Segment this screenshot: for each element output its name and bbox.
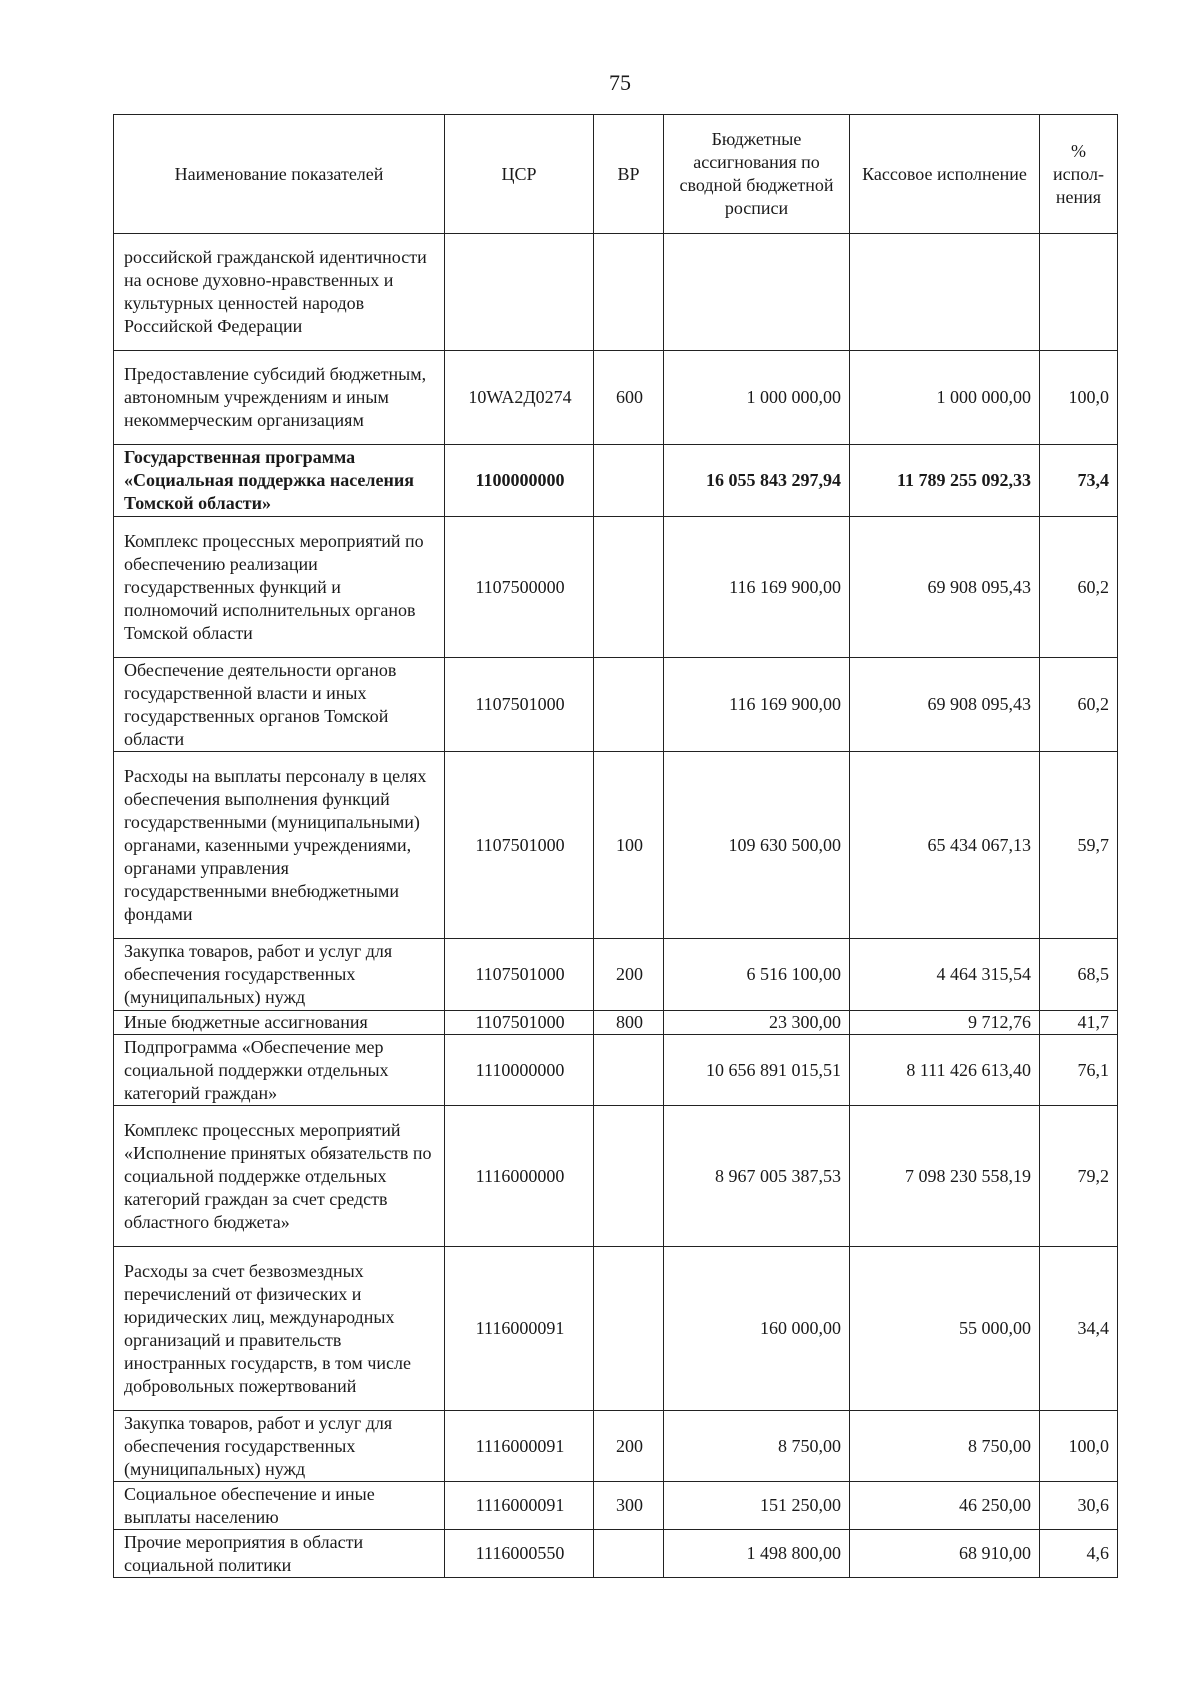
cell-name: Социальное обеспечение и иные выплаты населению [114,1482,445,1530]
cell-csr: 1107501000 [445,752,594,939]
cell-csr: 1107501000 [445,658,594,752]
table-row [114,1530,1118,1578]
cell-cash: 69 908 095,43 [850,517,1040,658]
cell-csr: 1116000091 [445,1411,594,1482]
cell-percent: 68,5 [1040,939,1118,1011]
cell-budget: 116 169 900,00 [664,658,850,752]
cell-percent: 30,6 [1040,1482,1118,1530]
cell-csr: 1116000550 [445,1530,594,1578]
cell-vr [594,234,664,351]
cell-budget [664,234,850,351]
cell-cash: 4 464 315,54 [850,939,1040,1011]
cell-vr [594,1530,664,1578]
budget-execution-table [113,114,1118,1578]
cell-vr [594,445,664,517]
cell-vr: 600 [594,351,664,445]
table-row [114,752,1118,939]
cell-csr: 1116000091 [445,1482,594,1530]
table-row [114,1035,1118,1106]
table-header-row [114,115,1118,234]
cell-percent: 79,2 [1040,1106,1118,1247]
cell-vr: 100 [594,752,664,939]
cell-budget: 151 250,00 [664,1482,850,1530]
cell-budget: 160 000,00 [664,1247,850,1411]
cell-cash: 65 434 067,13 [850,752,1040,939]
cell-percent [1040,234,1118,351]
cell-csr: 1107500000 [445,517,594,658]
cell-name: Обеспечение деятельности органов государственной власти и иных государственных органов Томской области [114,658,445,752]
cell-budget: 109 630 500,00 [664,752,850,939]
cell-csr: 1110000000 [445,1035,594,1106]
cell-budget: 6 516 100,00 [664,939,850,1011]
header-csr: ЦСР [445,115,594,234]
cell-budget: 23 300,00 [664,1011,850,1035]
cell-csr: 1116000091 [445,1247,594,1411]
cell-cash: 8 111 426 613,40 [850,1035,1040,1106]
cell-vr [594,658,664,752]
header-execution-percent: % испол-нения [1040,115,1118,234]
cell-cash: 7 098 230 558,19 [850,1106,1040,1247]
cell-name: Прочие мероприятия в области социальной политики [114,1530,445,1578]
cell-name: Закупка товаров, работ и услуг для обеспечения государственных (муниципальных) нужд [114,1411,445,1482]
cell-csr [445,234,594,351]
table-row [114,1011,1118,1035]
cell-percent: 59,7 [1040,752,1118,939]
cell-cash: 46 250,00 [850,1482,1040,1530]
header-vr: ВР [594,115,664,234]
cell-budget: 1 000 000,00 [664,351,850,445]
table-row [114,234,1118,351]
table-row [114,445,1118,517]
cell-name: Расходы на выплаты персоналу в целях обеспечения выполнения функций государственными (муниципальными) органами, казенными учреждениями, органами управления государственными внебюджетными фондами [114,752,445,939]
cell-vr: 200 [594,1411,664,1482]
cell-name: Государственная программа «Социальная поддержка населения Томской области» [114,445,445,517]
table-row [114,658,1118,752]
cell-vr [594,1035,664,1106]
cell-vr: 800 [594,1011,664,1035]
cell-budget: 116 169 900,00 [664,517,850,658]
page-number: 75 [609,70,631,95]
cell-name: Иные бюджетные ассигнования [114,1011,445,1035]
cell-percent: 60,2 [1040,658,1118,752]
cell-percent: 60,2 [1040,517,1118,658]
cell-vr: 200 [594,939,664,1011]
table-row [114,1106,1118,1247]
header-name: Наименование показателей [114,115,445,234]
table-row [114,939,1118,1011]
cell-name: Подпрограмма «Обеспечение мер социальной поддержки отдельных категорий граждан» [114,1035,445,1106]
cell-name: российской гражданской идентичности на основе духовно-нравственных и культурных ценностей народов Российской Федерации [114,234,445,351]
cell-csr: 10WA2Д0274 [445,351,594,445]
cell-cash: 69 908 095,43 [850,658,1040,752]
cell-cash: 68 910,00 [850,1530,1040,1578]
cell-cash: 9 712,76 [850,1011,1040,1035]
cell-cash: 8 750,00 [850,1411,1040,1482]
cell-budget: 10 656 891 015,51 [664,1035,850,1106]
cell-cash: 55 000,00 [850,1247,1040,1411]
cell-percent: 100,0 [1040,351,1118,445]
cell-csr: 1100000000 [445,445,594,517]
cell-budget: 16 055 843 297,94 [664,445,850,517]
table-row [114,1247,1118,1411]
cell-cash: 1 000 000,00 [850,351,1040,445]
cell-vr [594,1247,664,1411]
cell-percent: 100,0 [1040,1411,1118,1482]
cell-budget: 8 967 005 387,53 [664,1106,850,1247]
header-budget-allocations: Бюджетные ассигнования по сводной бюджетной росписи [664,115,850,234]
cell-name: Расходы за счет безвозмездных перечислений от физических и юридических лиц, международных организаций и правительств иностранных государств, в том числе добровольных пожертвований [114,1247,445,1411]
cell-csr: 1107501000 [445,939,594,1011]
cell-percent: 34,4 [1040,1247,1118,1411]
cell-name: Предоставление субсидий бюджетным, автономным учреждениям и иным некоммерческим организациям [114,351,445,445]
cell-vr [594,1106,664,1247]
cell-cash [850,234,1040,351]
cell-csr: 1116000000 [445,1106,594,1247]
cell-csr: 1107501000 [445,1011,594,1035]
table-row [114,351,1118,445]
cell-percent: 76,1 [1040,1035,1118,1106]
cell-percent: 41,7 [1040,1011,1118,1035]
cell-vr: 300 [594,1482,664,1530]
cell-vr [594,517,664,658]
cell-name: Комплекс процессных мероприятий «Исполнение принятых обязательств по социальной поддержке отдельных категорий граждан за счет средств областного бюджета» [114,1106,445,1247]
cell-percent: 73,4 [1040,445,1118,517]
cell-budget: 8 750,00 [664,1411,850,1482]
header-cash-execution: Кассовое исполнение [850,115,1040,234]
table-row [114,1411,1118,1482]
cell-budget: 1 498 800,00 [664,1530,850,1578]
table-row [114,1482,1118,1530]
cell-percent: 4,6 [1040,1530,1118,1578]
cell-cash: 11 789 255 092,33 [850,445,1040,517]
cell-name: Комплекс процессных мероприятий по обеспечению реализации государственных функций и полномочий исполнительных органов Томской области [114,517,445,658]
cell-name: Закупка товаров, работ и услуг для обеспечения государственных (муниципальных) нужд [114,939,445,1011]
table-row [114,517,1118,658]
